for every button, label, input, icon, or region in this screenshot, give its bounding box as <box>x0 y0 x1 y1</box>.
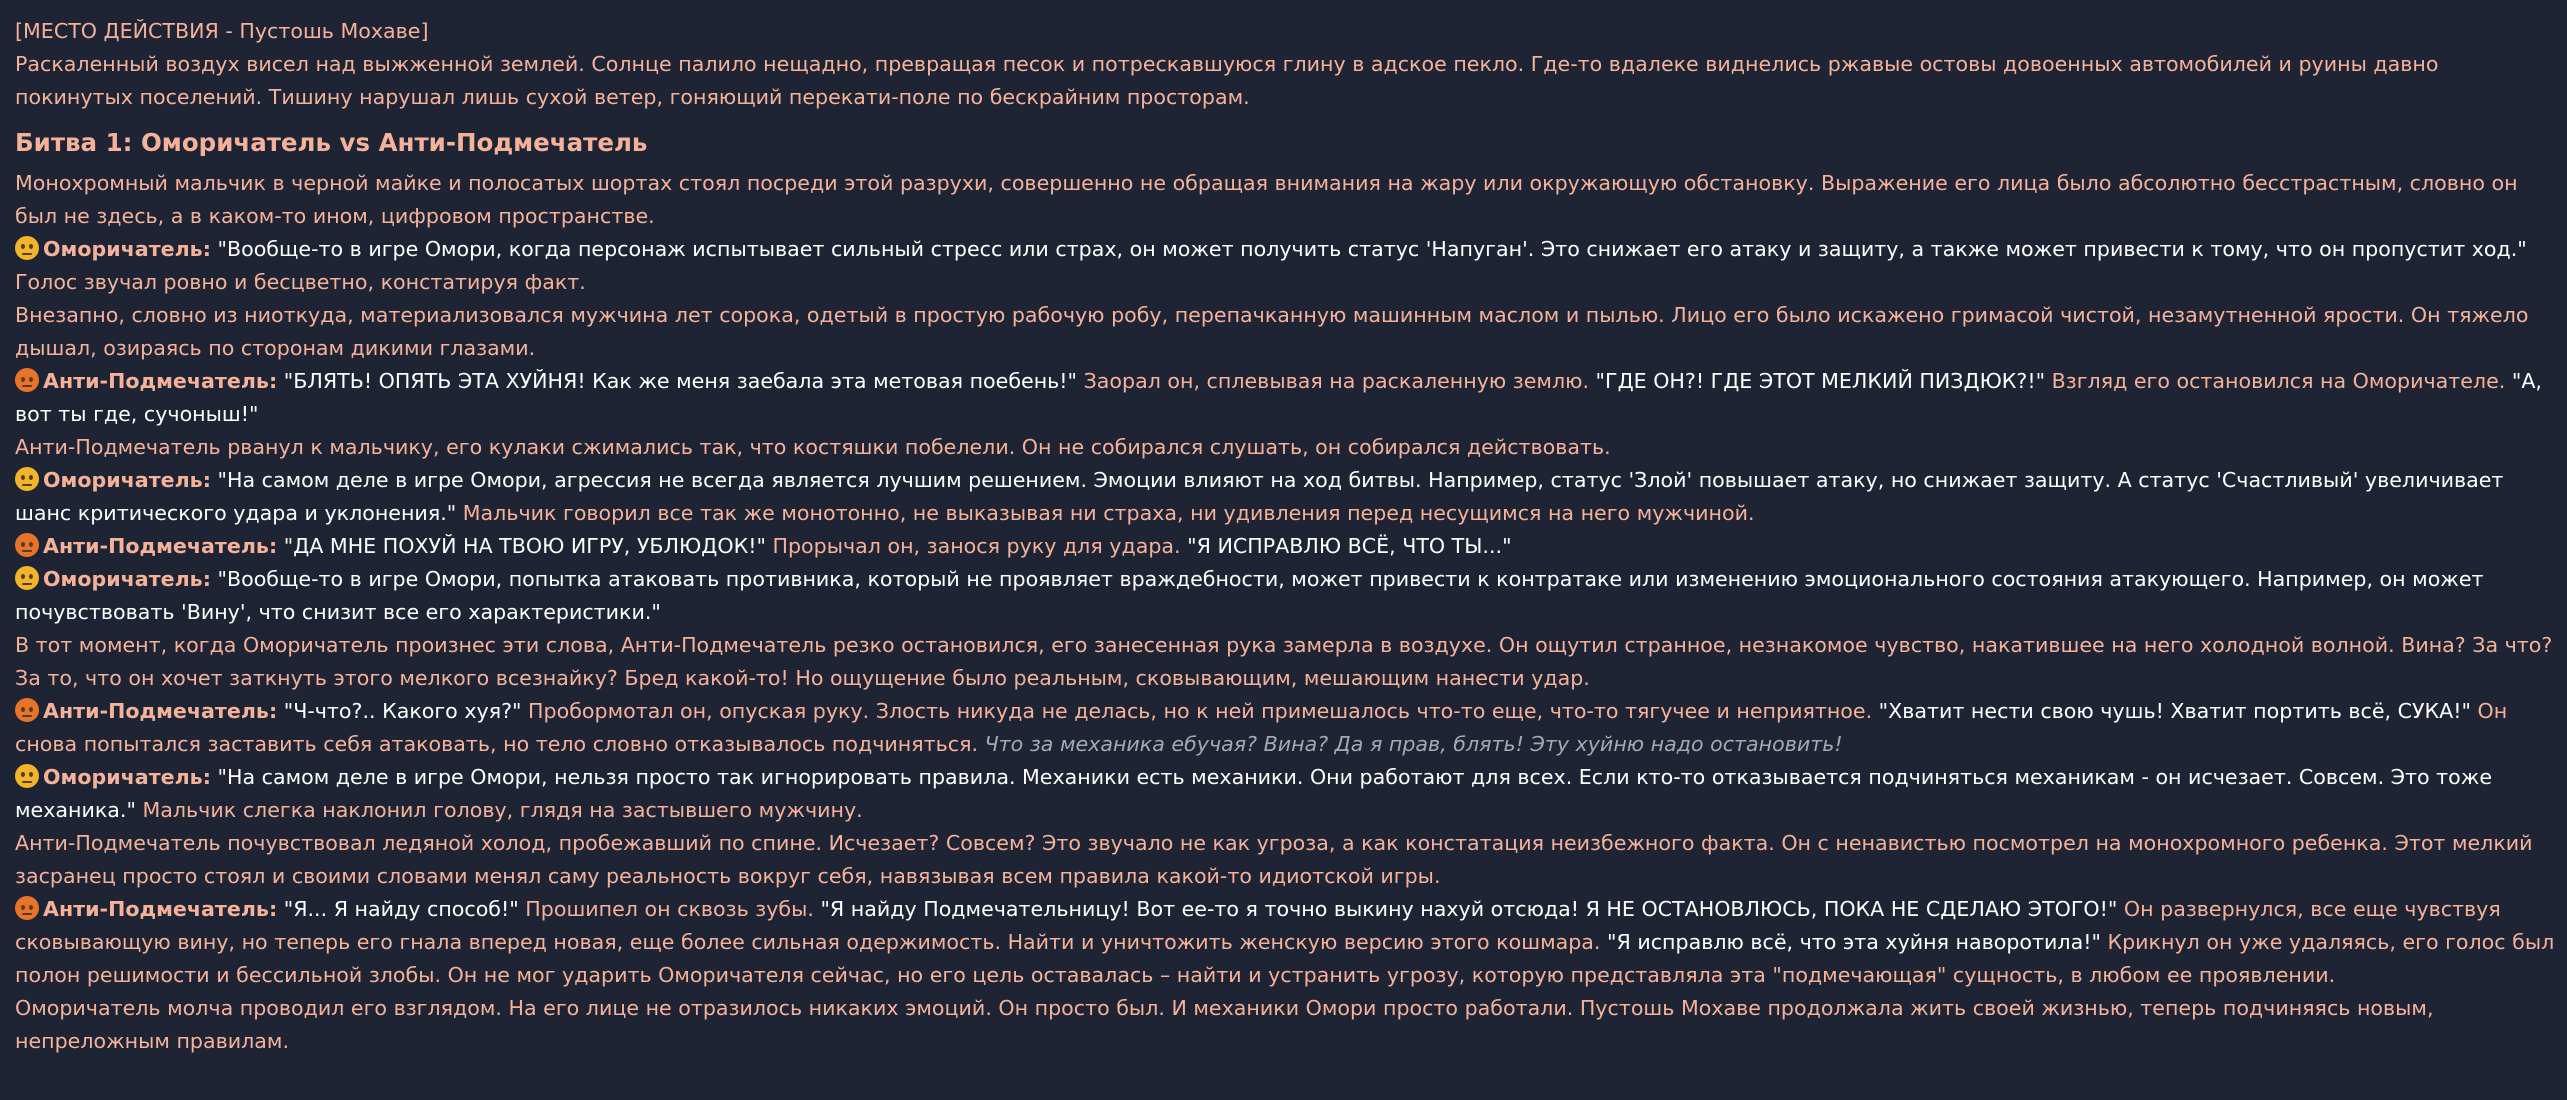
inner-thought-text: Что за механика ебучая? Вина? Да я прав, блять! Эту хуйню надо остановить! <box>984 732 1843 756</box>
speaker-name: Анти-Подмечатель: <box>43 897 278 921</box>
dialogue-line <box>15 761 2555 827</box>
speaker-name: Анти-Подмечатель: <box>43 369 278 393</box>
narration-text: Пробормотал он, опуская руку. Злость никуда не делась, но к ней примешалось что-то еще, что-то тягучее и неприятное. <box>521 699 1879 723</box>
quote-text: "А, вот ты где, сучоныш!" <box>15 369 2542 426</box>
quote-text: "Я исправлю всё, что эта хуйня наворотила!" <box>1607 930 2101 954</box>
quote-text: "Ч-что?.. Какого хуя?" <box>283 699 522 723</box>
story-content <box>15 15 2555 1058</box>
narration-text: Прорычал он, занося руку для удара. <box>765 534 1188 558</box>
narration-text: Голос звучал ровно и бесцветно, констатируя факт. <box>15 270 586 294</box>
thinking-face-icon <box>15 566 39 590</box>
intro-paragraph: Раскаленный воздух висел над выжженной землей. Солнце палило нещадно, превращая песок и потрескавшуюся глину в адское пекло. Где-то вдалеке виднелись ржавые остовы довоенных автомобилей и руины давно покинутых поселений. Тишину нарушал лишь сухой ветер, гоняющий перекати-поле по бескрайним просторам. <box>15 52 2439 109</box>
narration-paragraph: Монохромный мальчик в черной майке и полосатых шортах стоял посреди этой разрухи, совершенно не обращая внимания на жару или окружающую обстановку. Выражение его лица было абсолютно бесстрастным, словно он был не здесь, а в каком-то ином, цифровом пространстве. <box>15 171 2518 228</box>
narration-text: Заорал он, сплевывая на раскаленную землю. <box>1077 369 1596 393</box>
quote-text: "ДА МНЕ ПОХУЙ НА ТВОЮ ИГРУ, УБЛЮДОК!" <box>283 534 766 558</box>
dialogue-line <box>15 695 2555 761</box>
dialogue-line <box>15 563 2555 629</box>
narration-text: Мальчик говорил все так же монотонно, не выказывая ни страха, ни удивления перед несущимся на него мужчиной. <box>456 501 1755 525</box>
angry-face-icon <box>15 896 39 920</box>
dialogue-line <box>15 233 2555 299</box>
dialogue-line <box>15 365 2555 431</box>
narration-text: Прошипел он сквозь зубы. <box>518 897 821 921</box>
angry-face-icon <box>15 533 39 557</box>
angry-face-icon <box>15 698 39 722</box>
speaker-name: Оморичатель: <box>43 765 211 789</box>
speaker-name: Анти-Подмечатель: <box>43 534 278 558</box>
speaker-name: Оморичатель: <box>43 567 211 591</box>
thinking-face-icon <box>15 467 39 491</box>
narration-paragraph: В тот момент, когда Оморичатель произнес эти слова, Анти-Подмечатель резко остановился, его занесенная рука замерла в воздухе. Он ощутил странное, незнакомое чувство, накатившее на него холодной волной. Вина? За что? За то, что он хочет заткнуть этого мелкого всезнайку? Бред какой-то! Но ощущение было реальным, сковывающим, мешающим нанести удар. <box>15 633 2553 690</box>
quote-text: "БЛЯТЬ! ОПЯТЬ ЭТА ХУЙНЯ! Как же меня заебала эта метовая поебень!" <box>283 369 1078 393</box>
thinking-face-icon <box>15 764 39 788</box>
quote-text: "На самом деле в игре Омори, нельзя просто так игнорировать правила. Механики есть механики. Они работают для всех. Если кто-то отказывается подчиняться механикам - он исчезает. Совсем. Это тоже механика." <box>15 765 2493 822</box>
narration-paragraph: Оморичатель молча проводил его взглядом. На его лице не отразилось никаких эмоций. Он просто был. И механики Омори просто работали. Пустошь Мохаве продолжала жить своей жизнью, теперь подчиняясь новым, непреложным правилам. <box>15 996 2434 1053</box>
quote-text: "Вообще-то в игре Омори, когда персонаж испытывает сильный стресс или страх, он может получить статус 'Напуган'. Это снижает его атаку и защиту, а также может привести к тому, что он пропустит ход." <box>217 237 2527 261</box>
narration-paragraph: Анти-Подмечатель рванул к мальчику, его кулаки сжимались так, что костяшки побелели. Он не собирался слушать, он собирался действовать. <box>15 435 1611 459</box>
speaker-name: Оморичатель: <box>43 237 211 261</box>
quote-text: "Вообще-то в игре Омори, попытка атаковать противника, который не проявляет враждебности, может привести к контратаке или изменению эмоционального состояния атакующего. Например, он может почувствовать 'Вину', что снизит все его характеристики." <box>15 567 2484 624</box>
thinking-face-icon <box>15 236 39 260</box>
quote-text: "ГДЕ ОН?! ГДЕ ЭТОТ МЕЛКИЙ ПИЗДЮК?!" <box>1595 369 2046 393</box>
location-line: [МЕСТО ДЕЙСТВИЯ - Пустошь Мохаве] <box>15 19 429 43</box>
narration-text: Крикнул он уже удаляясь, его голос был полон решимости и бессильной злобы. Он не мог ударить Оморичателя сейчас, но его цель оставалась – найти и устранить угрозу, которую представляла эта "подмечающая" сущность, в любом ее проявлении. <box>15 930 2555 987</box>
dialogue-line <box>15 464 2555 530</box>
quote-text: "Хватит нести свою чушь! Хватит портить всё, СУКА!" <box>1878 699 2471 723</box>
narration-text: Мальчик слегка наклонил голову, глядя на застывшего мужчину. <box>135 798 863 822</box>
dialogue-line <box>15 530 2555 563</box>
dialogue-line <box>15 893 2555 992</box>
quote-text: "Я найду Подмечательницу! Вот ее-то я точно выкину нахуй отсюда! Я НЕ ОСТАНОВЛЮСЬ, ПОКА НЕ СДЕЛАЮ ЭТОГО!" <box>820 897 2118 921</box>
narration-paragraph: Внезапно, словно из ниоткуда, материализовался мужчина лет сорока, одетый в простую рабочую робу, перепачканную машинным маслом и пылью. Лицо его было искажено гримасой чистой, незамутненной ярости. Он тяжело дышал, озираясь по сторонам дикими глазами. <box>15 303 2529 360</box>
speaker-name: Анти-Подмечатель: <box>43 699 278 723</box>
narration-text: Он развернулся, все еще чувствуя сковывающую вину, но теперь его гнала вперед новая, еще более сильная одержимость. Найти и уничтожить женскую версию этого кошмара. <box>15 897 2501 954</box>
narration-paragraph: Анти-Подмечатель почувствовал ледяной холод, пробежавший по спине. Исчезает? Совсем? Это звучало не как угроза, а как констатация неизбежного факта. Он с ненавистью посмотрел на монохромного ребенка. Этот мелкий засранец просто стоял и своими словами менял саму реальность вокруг себя, навязывая всем правила какой-то идиотской игры. <box>15 831 2533 888</box>
narration-text: Он снова попытался заставить себя атаковать, но тело словно отказывалось подчиняться. <box>15 699 2508 756</box>
battle-heading: Битва 1: Оморичатель vs Анти-Подмечатель <box>15 128 648 157</box>
quote-text: "На самом деле в игре Омори, агрессия не всегда является лучшим решением. Эмоции влияют на ход битвы. Например, статус 'Злой' повышает атаку, но снижает защиту. А статус 'Счастливый' увеличивает шанс критического удара и уклонения." <box>15 468 2504 525</box>
angry-face-icon <box>15 368 39 392</box>
quote-text: "Я... Я найду способ!" <box>283 897 519 921</box>
speaker-name: Оморичатель: <box>43 468 211 492</box>
quote-text: "Я ИСПРАВЛЮ ВСЁ, ЧТО ТЫ..." <box>1187 534 1512 558</box>
narration-text: Взгляд его остановился на Оморичателе. <box>2045 369 2512 393</box>
